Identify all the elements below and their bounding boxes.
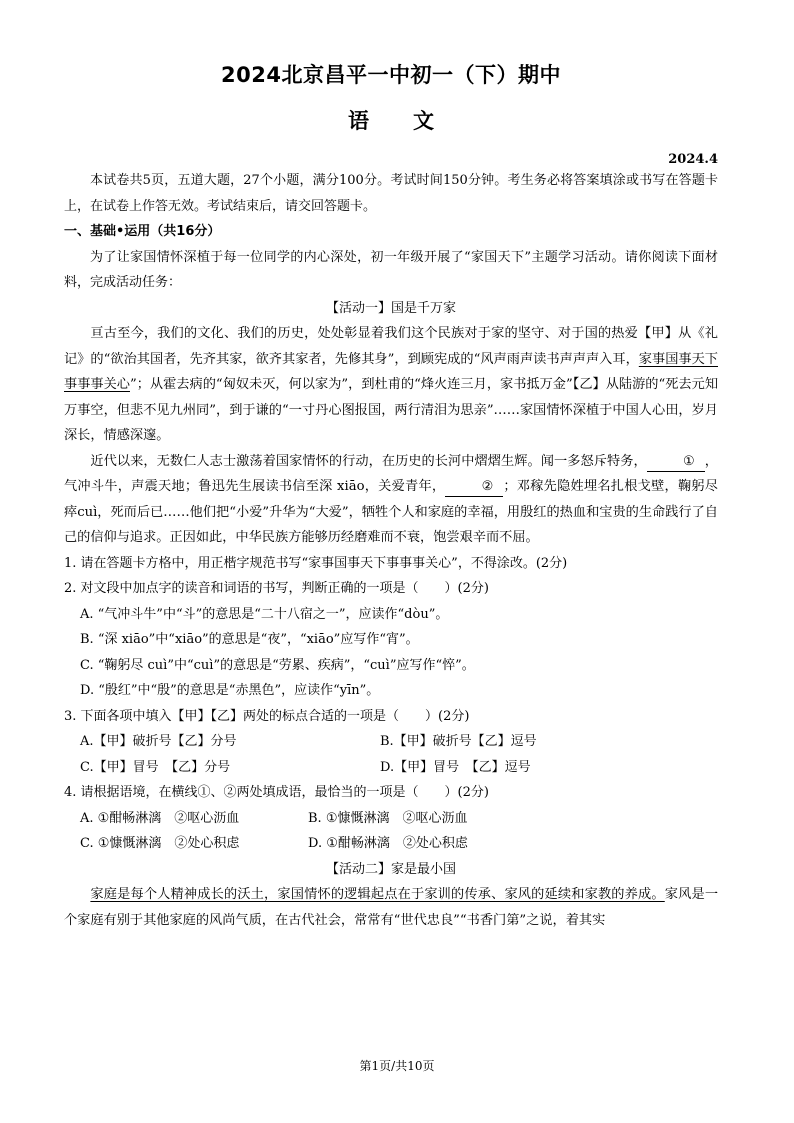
question-3-option-a: A.【甲】破折号【乙】分号 (80, 734, 237, 749)
question-3: 3. 下面各项中填入【甲】【乙】两处的标点合适的一项是（ ）(2分) (64, 708, 470, 724)
exam-instructions: 本试卷共5页，五道大题，27个小题，满分100分。考试时间150分钟。考生务必将答案填涂或书写在答题卡上，在试卷上作答无效。考试结束后，请交回答题卡。 (64, 173, 718, 214)
passage-paragraph-1: 亘古至今，我们的文化、我们的历史，处处彰显着我们这个民族对于家的坚守、对于国的热爱【甲】从《礼记》的“欲治其国者，先齐其家，欲齐其家者，先修其身”，到顾宪成的“风声雨声读书声声声入耳，家事国事天下事事事关心”；从霍去病的“匈奴未灭，何以家为”，到杜甫的“烽火连三月，家书抵万金”【乙】从陆游的“死去元知万事空，但悲不见九州同”，到于谦的“一寸丹心图报国，两行清泪为思亲”……家国情怀深植于中国人心田，岁月深长，情感深邃。 (64, 326, 719, 443)
exam-title: 2024北京昌平一中初一（下）期中 (221, 63, 561, 87)
question-4-option-b: B. ①慷慨淋漓 ②呕心沥血 (308, 810, 468, 826)
exam-date: 2024.4 (668, 152, 718, 167)
passage-paragraph-2: 近代以来，无数仁人志士激荡着国家情怀的行动，在历史的长河中熠熠生辉。闻一多怒斥特务， ① ，气冲斗牛，声震天地；鲁迅先生展读书信至深 xiāo，关爱青年， ② ；邓稼先隐姓埋名扎根戈壁，鞠躬尽瘁cuì，死而后已……他们把“小爱”升华为“大爱”，牺牲个人和家庭的幸福，用殷红的热血和宝贵的生命践行了自己的信仰与追求。正因如此，中华民族方能够历经磨难而不衰，饱尝艰辛而不屈。 (64, 453, 718, 545)
underlined-phrase: 家事国事天下事事事关心 (64, 351, 718, 392)
subject-char-2: 文 (413, 109, 434, 133)
blank-1: ① (647, 453, 705, 472)
subject-title (64, 106, 718, 136)
question-2-option-c: C. “鞠躬尽 cuì”中“cuì”的意思是“劳累、疾病”，“cuì”应写作“悴”。 (80, 657, 475, 673)
question-3-option-d: D.【甲】冒号 【乙】逗号 (380, 759, 531, 775)
section-lead: 为了让家国情怀深植于每一位同学的内心深处，初一年级开展了“家国天下”主题学习活动。请你阅读下面材料，完成活动任务： (64, 249, 718, 290)
subject-char-1: 语 (348, 109, 369, 133)
question-3-options-row-2 (64, 755, 718, 781)
question-3-option-b: B.【甲】破折号【乙】逗号 (380, 734, 537, 749)
blank-2: ② (445, 478, 503, 497)
underlined-sentence: 家庭是每个人精神成长的沃土，家国情怀的逻辑起点在于家训的传承、家风的延续和家教的养成。 (90, 887, 665, 902)
activity-2-title: 【活动二】家是最小国 (325, 861, 456, 877)
passage-paragraph-3: 家庭是每个人精神成长的沃土，家国情怀的逻辑起点在于家训的传承、家风的延续和家教的养成。家风是一个家庭有别于其他家庭的风尚气质，在古代社会，常常有“世代忠良”“书香门第”之说，着其实 (64, 887, 719, 928)
question-1: 1. 请在答题卡方格中，用正楷字规范书写“家事国事天下事事事关心”，不得涂改。(2分) (64, 555, 568, 571)
question-4-option-c: C. ①慷慨淋漓 ②处心积虑 (80, 836, 240, 851)
question-2: 2. 对文段中加点字的读音和词语的书写，判断正确的一项是（ ）(2分) (64, 581, 489, 596)
question-4-option-d: D. ①酣畅淋漓 ②处心积虑 (308, 836, 468, 851)
activity-1-title: 【活动一】国是千万家 (325, 300, 456, 316)
question-2-option-d: D. “殷红”中“殷”的意思是“赤黑色”，应读作“yīn”。 (80, 683, 380, 698)
exam-page (64, 58, 718, 933)
question-4-option-a: A. ①酣畅淋漓 ②呕心沥血 (80, 810, 240, 826)
question-2-option-b: B. “深 xiāo”中“xiāo”的意思是“夜”，“xiāo”应写作“宵”。 (80, 632, 419, 647)
question-4-options-row-2 (64, 831, 718, 857)
question-4: 4. 请根据语境，在横线①、②两处填成语，最恰当的一项是（ ）(2分) (64, 785, 489, 800)
question-2-option-a: A. “气冲斗牛”中“斗”的意思是“二十八宿之一”，应读作“dòu”。 (80, 606, 449, 622)
page-footer: 第1页/共10页 (359, 1059, 435, 1073)
section-heading: 一、基础•运用（共16分） (64, 224, 221, 239)
question-4-options-row-1 (64, 806, 718, 832)
question-3-options-row-1 (64, 729, 718, 755)
question-3-option-c: C.【甲】冒号 【乙】分号 (80, 759, 231, 775)
